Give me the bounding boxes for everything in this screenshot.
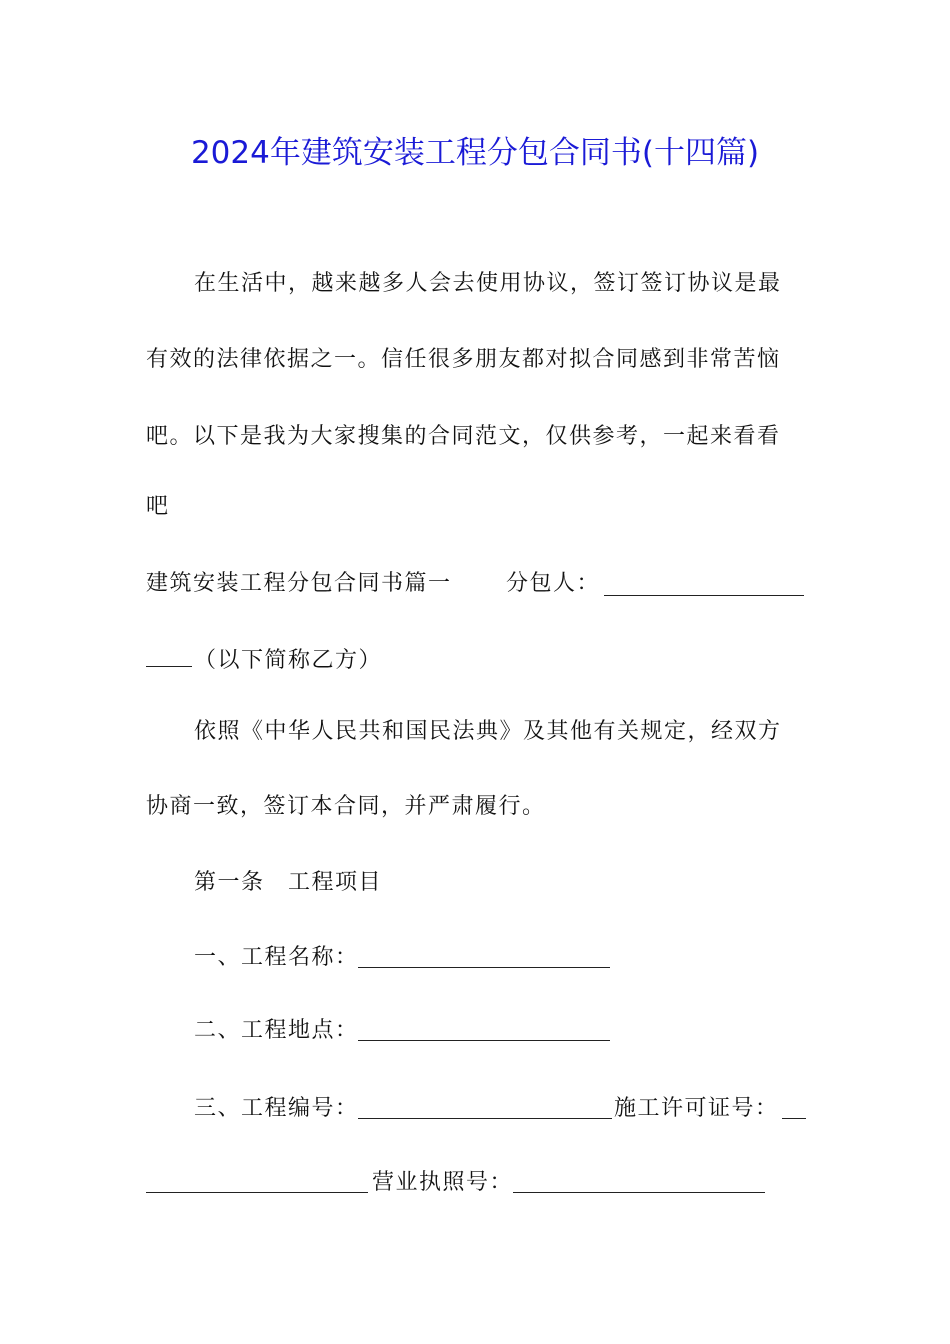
subcontractor-row xyxy=(506,567,600,601)
construction-permit-label: 施工许可证号： xyxy=(614,1096,779,1121)
basis-line-2: 协商一致，签订本合同，并严肃履行。 xyxy=(146,794,546,819)
project-number-label: 三、工程编号： xyxy=(194,1096,359,1121)
project-name-blank xyxy=(358,945,610,968)
business-license-label: 营业执照号： xyxy=(372,1170,514,1195)
chapter-heading-row xyxy=(146,567,452,601)
project-location-blank xyxy=(358,1018,610,1041)
intro-line-1: 在生活中，越来越多人会去使用协议，签订签订协议是最 xyxy=(194,271,782,296)
project-name-label: 一、工程名称： xyxy=(194,945,359,970)
intro-line-3: 吧。以下是我为大家搜集的合同范文，仅供参考，一起来看看 xyxy=(146,424,781,449)
subcontractor-blank-continued xyxy=(146,644,192,667)
business-license-blank xyxy=(513,1170,765,1193)
subcontractor-label: 分包人： xyxy=(506,571,601,596)
subcontractor-suffix: （以下简称乙方） xyxy=(194,648,383,673)
intro-line-4: 吧 xyxy=(146,494,170,519)
subcontractor-blank xyxy=(604,573,804,596)
basis-line-1: 依照《中华人民共和国民法典》及其他有关规定，经双方 xyxy=(194,719,782,744)
construction-permit-blank-continued xyxy=(146,1170,368,1193)
construction-permit-blank xyxy=(782,1096,806,1119)
chapter-heading: 建筑安装工程分包合同书篇一 xyxy=(146,571,452,596)
project-location-label: 二、工程地点： xyxy=(194,1018,359,1043)
intro-line-2: 有效的法律依据之一。信任很多朋友都对拟合同感到非常苦恼 xyxy=(146,347,781,372)
project-number-blank xyxy=(358,1096,612,1119)
document-title: 2024年建筑安装工程分包合同书(十四篇) xyxy=(190,135,760,171)
article-1-heading: 第一条 工程项目 xyxy=(194,870,383,895)
